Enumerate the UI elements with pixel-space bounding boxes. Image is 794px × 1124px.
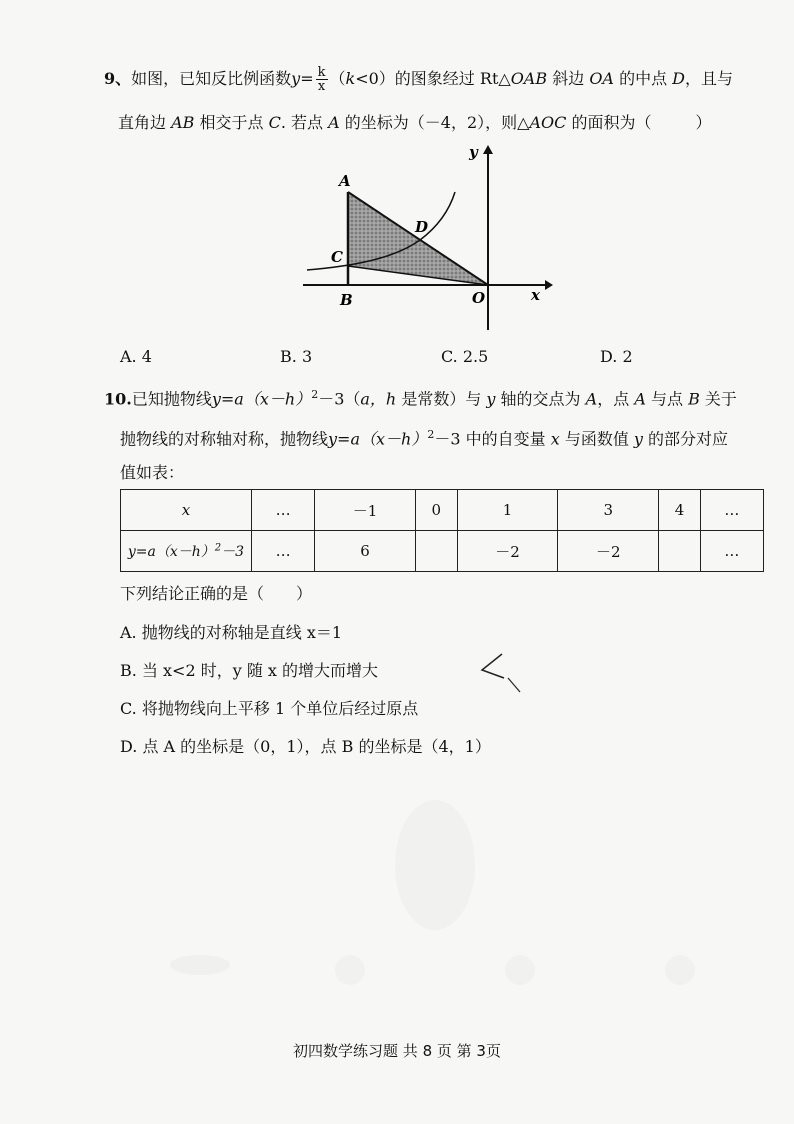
q10-choice-d[interactable] [120, 736, 491, 758]
choice-value: 2 [622, 347, 633, 366]
pen-mark-icon [474, 648, 534, 698]
table-cell: … [700, 490, 763, 531]
q9-choice-a[interactable] [120, 346, 152, 368]
q9-line2 [118, 112, 711, 134]
choice-letter: D. [120, 737, 138, 756]
q9-text: （ [329, 69, 346, 88]
q9-choice-d[interactable] [600, 346, 633, 368]
q9-tri-aoc: AOC [529, 113, 567, 132]
choice-letter: C. [441, 347, 458, 366]
q10-pt-b: B [688, 389, 700, 409]
table-row-head: y=a（x－h） [127, 544, 215, 560]
label-o: O [472, 289, 486, 307]
label-c: C [331, 248, 343, 266]
scan-artifact [505, 955, 535, 985]
table-cell: 4 [659, 490, 701, 531]
q9-text: 相交于点 [194, 113, 269, 132]
choice-letter: C. [120, 699, 137, 718]
q9-text: 的面积为（ [566, 113, 652, 132]
table-cell: 0 [415, 490, 457, 531]
table-cell: －2 [457, 531, 558, 572]
scan-artifact [170, 955, 230, 975]
choice-letter: B. [280, 347, 297, 366]
q9-text: 直角边 [118, 113, 172, 132]
choice-value: 3 [301, 347, 313, 366]
table-row [121, 531, 764, 572]
choice-text: 将抛物线向上平移 1 个单位后经过原点 [141, 699, 419, 718]
choice-value: 4 [141, 347, 152, 366]
q10-text: 抛物线的对称轴对称，抛物线 [120, 429, 329, 449]
q10-text: 关于 [699, 389, 737, 409]
scan-artifact [335, 955, 365, 985]
table-row-head-tail: －3 [221, 544, 245, 560]
q10-prompt: 下列结论正确的是（ ） [120, 584, 313, 603]
q10-text: －3 中的自变量 [434, 429, 551, 449]
q10-text: 是常数）与 [396, 389, 487, 409]
q10-choice-b[interactable] [120, 660, 378, 682]
q9-text: 如图，已知反比例函数 [131, 69, 292, 88]
table-cell: … [252, 531, 315, 572]
label-a: A [339, 172, 351, 190]
table-row [121, 490, 764, 531]
q9-fraction [316, 66, 328, 93]
q9-pt-d: D [672, 69, 685, 88]
label-x: x [531, 286, 540, 304]
fraction-numerator: k [317, 65, 326, 80]
table-cell: －1 [315, 490, 416, 531]
choice-text: 点 A 的坐标是（0，1），点 B 的坐标是（4，1） [142, 737, 491, 756]
q9-text: 斜边 [547, 69, 590, 88]
table-row-head-sup: 2 [214, 542, 222, 554]
table-cell: … [252, 490, 315, 531]
q9-text: ，且与 [685, 69, 734, 88]
q10-text: 与点 [645, 389, 689, 409]
value-table [120, 489, 764, 572]
q10-choice-c[interactable] [120, 698, 418, 720]
fraction-denominator: x [317, 79, 326, 94]
table-cell [659, 531, 701, 572]
q9-text: 的中点 [613, 69, 673, 88]
label-b: B [340, 291, 353, 309]
q10-consts: a，h [360, 389, 397, 409]
choice-letter: D. [600, 347, 618, 366]
q9-number: 9、 [104, 69, 132, 88]
q9-text: . 若点 [280, 113, 329, 132]
q9-seg-ab: AB [171, 113, 195, 132]
q9-var-k: k [345, 69, 356, 88]
q9-text: <0）的图象经过 Rt△ [355, 69, 511, 88]
y-axis-arrow-icon [483, 145, 493, 154]
q10-var: x [550, 429, 560, 449]
choice-text: 当 x<2 时，y 随 x 的增大而增大 [141, 661, 379, 680]
q9-pt-a: A [328, 113, 340, 132]
q9-figure [295, 140, 555, 335]
q10-var: y [486, 389, 496, 409]
q10-pt-a: A [585, 389, 598, 409]
table-cell: … [700, 531, 763, 572]
label-y: y [469, 143, 478, 161]
q10-text: 已知抛物线 [131, 389, 212, 409]
q9-line1 [104, 66, 733, 93]
choice-letter: B. [120, 661, 137, 680]
q10-sup: 2 [311, 388, 319, 401]
q10-number: 10. [104, 389, 132, 409]
q10-choice-a[interactable] [120, 622, 342, 644]
x-axis-arrow-icon [545, 280, 553, 290]
q10-text: －3（ [318, 389, 361, 409]
q10-text: 与函数值 [559, 429, 634, 449]
page-footer: 初四数学练习题 共 8 页 第 3页 [293, 1042, 501, 1060]
scan-artifact [395, 800, 475, 930]
q9-text: ） [695, 113, 712, 132]
table-cell [121, 531, 252, 572]
q10-text: ，点 [597, 389, 635, 409]
table-cell [415, 531, 457, 572]
q10-expr: y=a（x－h） [211, 389, 312, 409]
q9-func: y= [291, 69, 314, 88]
q10-sup: 2 [427, 428, 435, 441]
q10-text: 的部分对应 [642, 429, 729, 449]
table-cell: 6 [315, 531, 416, 572]
table-cell: x [121, 490, 252, 531]
q10-expr: y=a（x－h） [328, 429, 428, 449]
choice-text: 抛物线的对称轴是直线 x＝1 [141, 623, 343, 642]
label-d: D [415, 218, 429, 236]
choice-letter: A. [120, 347, 137, 366]
choice-value: 2.5 [462, 347, 489, 366]
q9-seg-oa: OA [589, 69, 614, 88]
choice-letter: A. [120, 623, 137, 642]
q10-line2 [120, 424, 728, 450]
scan-artifact [665, 955, 695, 985]
q10-text: 轴的交点为 [495, 389, 586, 409]
q10-pt-a: A [634, 389, 646, 409]
table-cell: 3 [558, 490, 659, 531]
q9-choice-c[interactable] [441, 346, 488, 368]
table-cell: －2 [558, 531, 659, 572]
q9-choice-b[interactable] [280, 346, 312, 368]
q10-line1 [104, 384, 737, 410]
table-cell: 1 [457, 490, 558, 531]
q10-line3: 值如表： [120, 463, 185, 482]
q9-text: 的坐标为（－4，2），则△ [339, 113, 530, 132]
q9-pt-c: C [268, 113, 281, 132]
q10-var: y [633, 429, 643, 449]
q9-tri-oab: OAB [510, 69, 548, 88]
